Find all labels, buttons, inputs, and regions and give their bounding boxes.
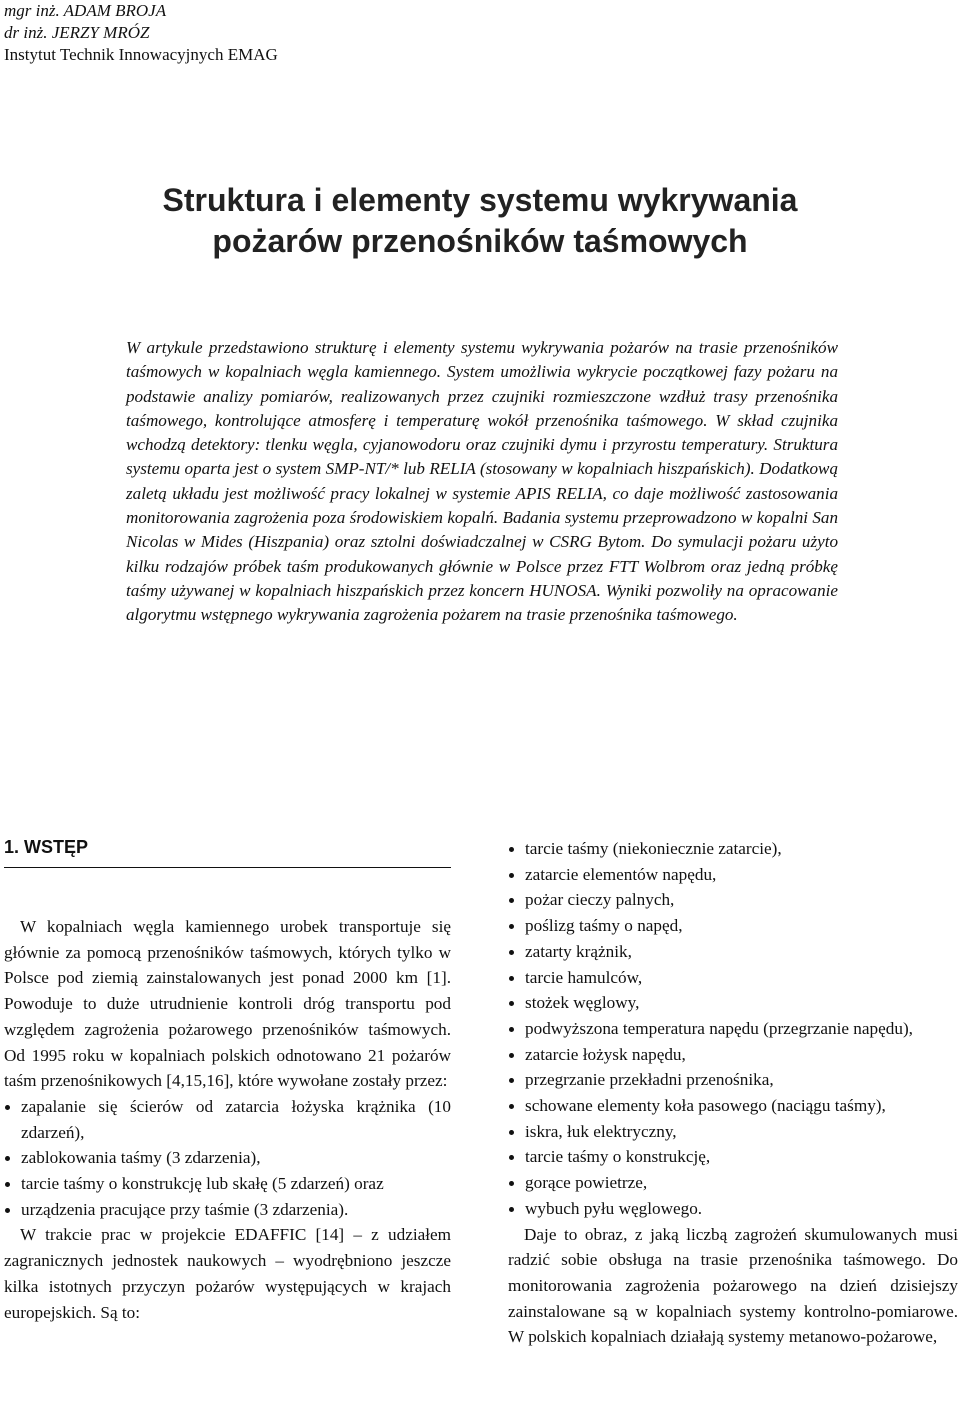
right-column (508, 836, 958, 1350)
abstract: W artykule przedstawiono strukturę i elementy systemu wykrywania pożarów na trasie przenośników taśmowych w kopalniach węgla kamiennego. System umożliwia wykrycie początkowej fazy pożaru na podstawie analizy pomiarów, realizowanych przez czujniki rozmieszczone wzdłuż trasy przenośnika taśmowego, kontrolujące atmosferę i temperaturę wokół przenośnika taśmowego. W skład czujnika wchodzą detektory: tlenku węgla, cyjanowodoru oraz czujniki dymu i przyrostu temperatury. Struktura systemu oparta jest o system SMP-NT/* lub RELIA (stosowany w kopalniach hiszpańskich). Dodatkową zaletą układu jest możliwość pracy lokalnej w systemie APIS RELIA, co daje możliwość zastosowania monitorowania zagrożenia poza środowiskiem kopalń. Badania systemu przeprowadzono w kopalni San Nicolas w Mides (Hiszpania) oraz sztolni doświadczalnej w CSRG Bytom. Do symulacji pożaru użyto kilku rodzajów próbek taśm produkowanych głównie w Polsce przez FTT Wolbrom oraz jedną próbkę taśmy używanej w kopalniach hiszpańskich przez koncern HUNOSA. Wyniki pozwoliły na opracowanie algorytmu wstępnego wykrywania zagrożenia pożarem na trasie przenośnika taśmowego. (126, 338, 838, 625)
list-item: tarcie taśmy (niekoniecznie zatarcie), (508, 836, 958, 862)
list-item: podwyższona temperatura napędu (przegrzanie napędu), (508, 1016, 958, 1042)
list-item: zatarcie łożysk napędu, (508, 1042, 958, 1068)
list-item: schowane elementy koła pasowego (naciągu taśmy), (508, 1093, 958, 1119)
section-heading: 1. WSTĘP (4, 837, 89, 857)
article-title (0, 180, 960, 262)
intro-paragraph: W kopalniach węgla kamiennego urobek transportuje się głównie za pomocą przenośników taśmowych, których tylko w Polsce pod ziemią zainstalowanych jest ponad 2000 km [1]. Powoduje to duże utrudnienie kontroli dróg transportu pod względem zagrożenia pożarowego przenośników taśmowych. Od 1995 roku w kopalniach polskich odnotowano 21 pożarów taśm przenośnikowych [4,15,16], które wywołane zostały przez: (4, 917, 451, 1091)
list-item: zatarcie elementów napędu, (508, 862, 958, 888)
left-column (4, 914, 451, 1325)
author-name: dr inż. JERZY MRÓZ (4, 23, 150, 42)
causes-list (4, 1094, 451, 1223)
title-line: Struktura i elementy systemu wykrywania (162, 182, 798, 218)
affiliation: Instytut Technik Innowacyjnych EMAG (4, 45, 278, 64)
list-item: zablokowania taśmy (3 zdarzenia), (4, 1145, 451, 1171)
list-item: gorące powietrze, (508, 1170, 958, 1196)
more-causes-list (508, 836, 958, 1222)
edaffic-paragraph: W trakcie prac w projekcie EDAFFIC [14] – z udziałem zagranicznych jednostek naukowych – wyodrębniono jeszcze kilka istotnych przyczyn pożarów występujących w krajach europejskich. Są to: (4, 1225, 451, 1322)
list-item: stożek węglowy, (508, 990, 958, 1016)
list-item: przegrzanie przekładni przenośnika, (508, 1067, 958, 1093)
list-item: urządzenia pracujące przy taśmie (3 zdarzenia). (4, 1197, 451, 1223)
author-name: mgr inż. ADAM BROJA (4, 1, 167, 20)
list-item: tarcie hamulców, (508, 965, 958, 991)
list-item: poślizg taśmy o napęd, (508, 913, 958, 939)
title-line: pożarów przenośników taśmowych (212, 223, 748, 259)
author-block (4, 0, 278, 66)
list-item: tarcie taśmy o konstrukcję, (508, 1144, 958, 1170)
list-item: iskra, łuk elektryczny, (508, 1119, 958, 1145)
summary-paragraph: Daje to obraz, z jaką liczbą zagrożeń skumulowanych musi radzić sobie obsługa na trasie przenośnika taśmowego. Do monitorowania zagrożenia pożarowego na dzień dzisiejszy zainstalowane są w kopalniach systemy kontrolno-pomiarowe. W polskich kopalniach działają systemy metanowo-pożarowe, (508, 1224, 958, 1347)
list-item: zapalanie się ścierów od zatarcia łożyska krążnika (10 zdarzeń), (4, 1094, 451, 1145)
section-divider (4, 867, 451, 868)
list-item: pożar cieczy palnych, (508, 887, 958, 913)
list-item: zatarty krążnik, (508, 939, 958, 965)
list-item: tarcie taśmy o konstrukcję lub skałę (5 zdarzeń) oraz (4, 1171, 451, 1197)
list-item: wybuch pyłu węglowego. (508, 1196, 958, 1222)
